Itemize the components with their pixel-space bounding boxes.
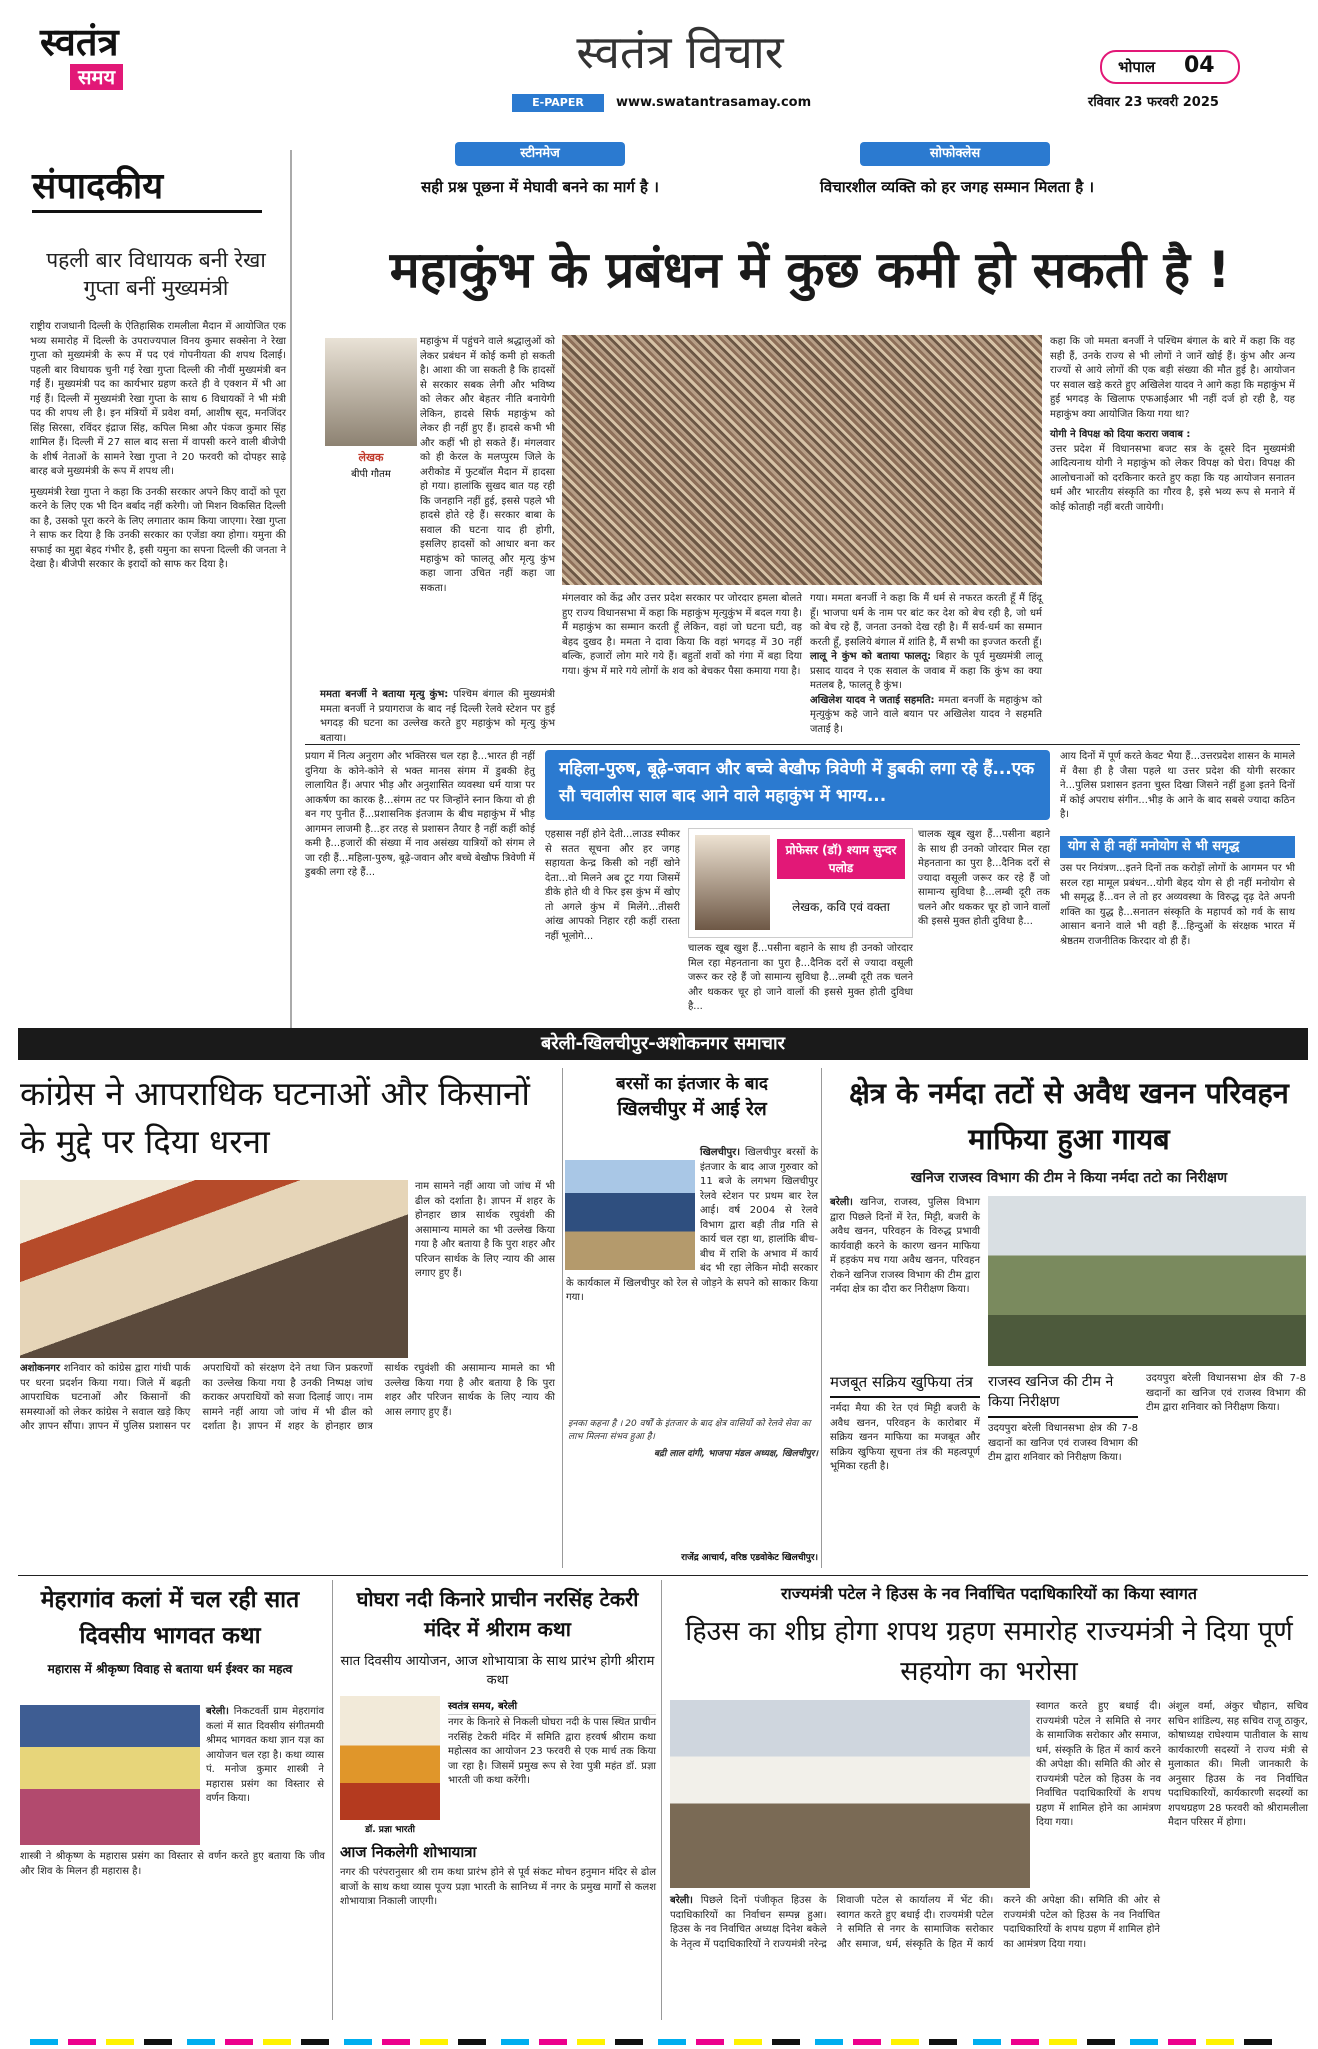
- mid-center-text: एहसास नहीं होने देती...लाउड स्पीकर से सतत सूचना और हर जगह सहायता केन्द्र किसी को नहीं खोने देता...वो मिलने अब टूट गया जिसमें डीके होते थी वे फिर इस कुंभ में खोए तो अगले कुंभ में मिलेंगे...तीसरी आंख आपको निहार रही कहीं रास्ता नहीं भूलोगे...: [545, 829, 680, 942]
- website-link[interactable]: www.swatantrasamay.com: [616, 95, 812, 110]
- prof-role: लेखक, कवि एवं वक्ता: [792, 900, 890, 914]
- mid-right-col: चालक खूब खुश हैं...पसीना बहाने के साथ ही उनको जोरदार मिल रहा मेहनताना का पुरा है...दैनिक दरों से ज्यादा वसूली जरूर कर रहे हैं जो सामान्य सुविधा है...लम्बी दूरी तक चलने और थककर चूर हो जाने वालों की इससे मुक्त होती दुविधा है...: [918, 829, 1050, 927]
- minister-body-2: स्वागत करते हुए बधाई दी। राज्यमंत्री पटेल ने समिति से नगर के सामाजिक सरोकार और समाज, धर्म, संस्कृति के हित में कार्य करने की अपेक्षा की। समिति की ओर से राज्यमंत्री पटेल को हिउस के नव निर्वाचित पदाधिकारियों के शपथ ग्रहण में शामिल होने का आमंत्रण दिया गया।: [836, 1895, 1160, 1950]
- narmada-box2-text: उदयपुरा बरेली विधानसभा क्षेत्र की 7-8 खदानों का खनिज एवं राजस्व विभाग की टीम द्वारा शनिवार को निरीक्षण किया।: [988, 1423, 1138, 1463]
- lead-col2: मंगलवार को केंद्र और उत्तर प्रदेश सरकार पर जोरदार हमला बोलते हुए राज्य विधानसभा में कहा कि महाकुंभ मृत्युकुंभ में बदल गया है। मैं महाकुंभ का सम्मान करती हूँ लेकिन, वहां जो घटना घटी, वह बेहद दुखद है। ममता ने दावा किया कि वहां भगदड़ में 30 नहीं बल्कि, हजारों लोग मारे गये हैं। बहुतों शवों को गंगा में बहा दिया गया। कुंभ में मारे गये लोगों के शव को बेचकर पैसा कमाया गया है।: [562, 593, 802, 677]
- ghoghra-text: नगर के किनारे से निकली घोघरा नदी के पास स्थित प्राचीन नरसिंह टेकरी मंदिर में समिति द्वारा हरवर्ष श्रीराम कथा महोत्सव का आयोजन 23 फरवरी से एक मार्च तक किया जा रहा है। जिसमें प्रमुख रूप से रेवा पुत्री महंत डॉ. प्रज्ञा भारती जी कथा करेंगी।: [448, 1717, 656, 1786]
- editorial-paragraph: मुख्यमंत्री रेखा गुप्ता ने कहा कि उनकी सरकार अपने किए वादों को पूरा करने के लिए एक भी दिन बर्बाद नहीं करेगी। जो मिशन विकसित दिल्ली का है, उसको पूरा करने के लिए लगातार काम किया जाएगा। रेखा गुप्ता ने साफ कर दिया है कि उनकी सरकार का एजेंडा क्या होगा। यमुना की सफाई का मुद्दा बेहद गंभीर है, इसी यमुना का सपना दिल्ली की जनता ने देखा है। बीजेपी सरकार के इरादों को साफ कर दिया है।: [30, 486, 286, 570]
- ghoghra-photo: [340, 1696, 440, 1820]
- page-title: स्वतंत्र विचार: [576, 25, 784, 79]
- lead-col4-subtext: उत्तर प्रदेश में विधानसभा बजट सत्र के दूसरे दिन मुख्यमंत्री आदित्यनाथ योगी ने महाकुंभ को लेकर विपक्ष को घेरा। विपक्ष की आलोचनाओं को दरकिनार करते हुए कहा कि यह आयोजन सनातन धर्म और भारतीय संस्कृति का गौरव है, इसे भव्य रूप से मनाने में कोई कोताही नहीं बरती जायेगी।: [1050, 443, 1295, 513]
- page-number: 04: [1184, 53, 1215, 78]
- prof-photo: [695, 835, 770, 930]
- logo-line1: स्वतंत्र: [40, 19, 119, 64]
- lead-col1-bottom: [320, 480, 555, 695]
- regional-banner: [18, 1028, 1308, 1060]
- quote-right-label: सोफोक्लेस: [860, 142, 1050, 166]
- author-tag: लेखक: [358, 451, 384, 464]
- congress-text2: नाम सामने नहीं आया जो जांच में भी ढील को दर्शाता है। ज्ञापन में शहर के होनहार छात्र सार्थक रघुवंशी की असामान्य मामले का भी उल्लेख किया गया है और बताया है कि पुरा शहर और परिजन सार्थक के लिए न्याय की आस लगाए हुए हैं।: [415, 1181, 555, 1279]
- lead-col3-subtext1: बिहार के पूर्व मुख्यमंत्री लालू प्रसाद यादव ने एक सवाल के जवाब में कहा कि कुंभ का क्या मतलब है, फालतू है कुंभ।: [810, 651, 1043, 691]
- lead-col4: [1050, 335, 1295, 740]
- lead-headline: महाकुंभ के प्रबंधन में कुछ कमी हो सकती है !: [389, 241, 1231, 299]
- minister-text: [670, 1894, 1160, 2020]
- bhagwat-dateline: बरेली।: [206, 1706, 229, 1717]
- logo: [40, 20, 200, 100]
- mid-subhead: योग से ही नहीं मनोयोग से भी समृद्ध: [1060, 836, 1295, 858]
- logo-line2: समय: [70, 64, 123, 90]
- print-registration-strip: [30, 2030, 1300, 2040]
- minister-text2: स्वागत करते हुए बधाई दी। राज्यमंत्री पटेल ने समिति से नगर के सामाजिक सरोकार और समाज, धर्म, संस्कृति के हित में कार्य करने की अपेक्षा की। समिति की ओर से राज्यमंत्री पटेल को हिउस के नव निर्वाचित पदाधिकारियों के शपथ ग्रहण में शामिल होने का आमंत्रण दिया गया।: [1036, 1701, 1161, 1828]
- epaper-label: E-PAPER: [512, 94, 604, 112]
- ghoghra-text2: नगर की परंपरानुसार श्री राम कथा प्रारंभ होने से पूर्व संकट मोचन हनुमान मंदिर से ढोल बाजों के साथ कथा व्यास पूज्य प्रज्ञा भारती के सानिध्य में नगर के प्रमुख मार्गों से कलश शोभायात्रा निकाली जाएगी।: [340, 1867, 656, 1907]
- narmada-text2: उदयपुरा बरेली विधानसभा क्षेत्र की 7-8 खदानों का खनिज एवं राजस्व विभाग की टीम द्वारा शनिवार को निरीक्षण किया।: [1146, 1373, 1306, 1413]
- editorial-headline: पहली बार विधायक बनी रेखा गुप्ता बनीं मुख्यमंत्री: [46, 248, 266, 300]
- narmada-box1-text: नर्मदा मैया की रेत एवं मिट्टी बजरी के अवैध खनन, परिवहन के कारोबार में सक्रिय खनन माफिया का मजबूत और सक्रिय खुफिया सूचना तंत्र की महत्वपूर्ण भूमिका रहती है।: [830, 1403, 980, 1472]
- editorial-body: [30, 320, 286, 1040]
- kumbh-crowd-photo: [562, 335, 1042, 585]
- ghoghra-headline: घोघरा नदी किनारे प्राचीन नरसिंह टेकरी मंदिर में श्रीराम कथा: [356, 1587, 639, 1641]
- issue-date: रविवार 23 फरवरी 2025: [1088, 95, 1219, 110]
- editorial-paragraph: राष्ट्रीय राजधानी दिल्ली के ऐतिहासिक रामलीला मैदान में आयोजित एक भव्य समारोह में दिल्ली के उपराज्यपाल विनय कुमार सक्सेना ने रेखा गुप्ता को मुख्यमंत्री के रूप में पद एवं गोपनीयता की शपथ दिलाई। पहली बार विधायक चुनी गई रेखा गुप्ता दिल्ली की नौवीं मुख्यमंत्री बन गईं हैं। मुख्यमंत्री पद का कार्यभार ग्रहण करते ही वे एक्शन में भी आ गई हैं। दिल्ली में मुख्यमंत्री रेखा गुप्ता के साथ 6 विधायकों ने भी मंत्री पद की शपथ ली है। इन मंत्रियों में प्रवेश वर्मा, आशीष सूद, मनजिंदर सिंह सिरसा, रविंदर इंद्राज सिंह, कपिल मिश्रा और पंकज कुमार सिंह शामिल हैं। दिल्ली में 27 साल बाद सत्ता में वापसी करने वाली बीजेपी के शीर्ष नेताओं के सामने रेखा गुप्ता ने 20 फरवरी को दोपहर साढ़े बारह बजे मुख्यमंत्री के रूप में शपथ ली।: [30, 321, 286, 477]
- quote-left: [305, 142, 775, 212]
- masthead: [0, 0, 1318, 118]
- lead-col4-text: कहा कि जो ममता बनर्जी ने पश्चिम बंगाल के बारे में कहा कि वह सही हैं, उनके राज्य से भी लोगों ने जानें खोई हैं। कुंभ और अन्य राज्यों से आये लोगों की एक बड़ी संख्या की मौत हुई है। आयोजन पर सवाल खड़े करते हुए अखिलेश यादव ने आगे कहा कि महाकुंभ में हुई भगदड़ के खिलाफ एफआईआर भी नहीं दर्ज हो रही है, यह महाकुंभ क्या आयोजित किया गया था?: [1050, 336, 1295, 420]
- prof-box: [688, 828, 913, 938]
- narmada-text: [830, 1196, 980, 1366]
- lead-col4-subhead: योगी ने विपक्ष को दिया करारा जवाब :: [1050, 429, 1191, 440]
- congress-photo: [20, 1180, 408, 1358]
- quote-right: [800, 142, 1290, 212]
- narmada-box1: [830, 1372, 980, 1570]
- regional-banner-title: बरेली-खिलचीपुर-अशोकनगर समाचार: [541, 1033, 785, 1054]
- congress-body: शनिवार को कांग्रेस द्वारा गांधी पार्क पर धरना प्रदर्शन किया गया। जिले में बढ़ती आपराधिक घटनाओं और किसानों की समस्याओं को लेकर कांग्रेस ने सवाल खड़े किए और ज्ञापन सौंपा। ज्ञापन में पुलिस प्रशासन पर अपराधियों को संरक्षण देने तथा जिन प्रकरणों का उल्लेख किया गया है उनकी निष्पक्ष जांच कराकर अपराधियों को सजा दिलाई जाए।: [20, 1363, 373, 1432]
- editorial-title: संपादकीय: [32, 162, 262, 213]
- bhagwat-text: [206, 1705, 324, 1845]
- prof-label: प्रोफेसर (डॉ) श्याम सुन्दर पलोड: [777, 839, 905, 879]
- city-label: [1100, 50, 1240, 84]
- author-name: बीपी गौतम: [351, 469, 391, 480]
- bhagwat-body: निकटवर्ती ग्राम मेहरागांव कलां में सात दिवसीय संगीतमयी श्रीमद भागवत कथा ज्ञान यज्ञ का आयोजन चल रहा है। कथा व्यास पं. मनोज कुमार शास्त्री ने महारास प्रसंग का विस्तार से वर्णन किया।: [206, 1706, 325, 1804]
- ghoghra-sub2: आज निकलेगी शोभायात्रा: [340, 1843, 477, 1861]
- quote-right-text: विचारशील व्यक्ति को हर जगह सम्मान मिलता है ।: [820, 178, 1095, 196]
- minister-dateline: बरेली।: [670, 1895, 693, 1906]
- rail-caption: [568, 1418, 818, 1518]
- lead-col1-top: महाकुंभ में पहुंचने वाले श्रद्धालुओं को लेकर प्रबंधन में कोई कमी हो सकती है। आशा की जा सकती है कि हादसों से सरकार सबक लेगी और भविष्य को लेकर और बेहतर नीति बनायेगी लेकिन, हादसे सिर्फ महाकुंभ को लेकर ही नहीं हुए हैं। हादसे कभी भी और कहीं भी हो सकते हैं। मंगलवार को ही केरल के मलप्पुरम जिले के अरीकोड में फुटबॉल मैदान में हादसा हो गया। हालांकि सुखद बात यह रही कि जनहानि नहीं हुई, इससे पहले भी हादसे होते रहे हैं। सरकार बाबा के सवाल की घटना याद ही होगी, इसलिए हादसों को आधार बना कर महाकुंभ को फालतू और मृत्यु कुंभ कहा जाना उचित नहीं कहा जा सकता।: [420, 336, 555, 594]
- lead-col3-subtext2: ममता बनर्जी के महाकुंभ को मृत्युकुंभ कहे जाने वाले बयान पर अखिलेश यादव ने सहमति जताई है।: [810, 694, 1043, 735]
- rail-dateline: खिलचीपुर।: [700, 1147, 741, 1158]
- minister-headline: हिउस का शीघ्र होगा शपथ ग्रहण समारोह राज्यमंत्री ने दिया पूर्ण सहयोग का भरोसा: [685, 1616, 1293, 1687]
- lead-col3-text: गया। ममता बनर्जी ने कहा कि मैं धर्म से नफरत करती हूँ मैं हिंदू हूँ। भाजपा धर्म के नाम पर बांट कर देश को बेच रही है, जो धर्म को बेच रहे हैं, जनता उनको देख रही है। मैं सर्व-धर्म का सम्मान करती हूँ, इसलिये बंगाल में शांति है, मैं सभी का इज्जत करती हूँ।: [810, 593, 1042, 648]
- rail-headline2: खिलचीपुर में आई रेल: [617, 1098, 767, 1120]
- bhagwat-headline: मेहरागांव कलां में चल रही सात दिवसीय भागवत कथा: [40, 1587, 300, 1649]
- ghoghra-sub: सात दिवसीय आयोजन, आज शोभायात्रा के साथ प्रारंभ होगी श्रीराम कथा: [340, 1654, 655, 1688]
- minister-kicker: राज्यमंत्री पटेल ने हिउस के नव निर्वाचित पदाधिकारियों का किया स्वागत: [781, 1584, 1197, 1603]
- mid-far-right-text: आय दिनों में पूर्ण करते केवट भैया हैं...उत्तरप्रदेश शासन के मामले में वैसा ही है जैसा पहले था उत्तर प्रदेश की योगी सरकार ने...पुलिस प्रशासन इतना चुस्त दिखा जिसने नहीं हुआ इतने दिनों में कोई अपराध संगीन...भीड़ के आने के बाद सबसे ज्यादा कठिन है।: [1060, 751, 1295, 820]
- mid-right-text: चालक खूब खुश हैं...पसीना बहाने के साथ ही उनको जोरदार मिल रहा मेहनताना का पुरा है...दैनिक दरों से ज्यादा वसूली जरूर कर रहे हैं जो सामान्य सुविधा है...लम्बी दूरी तक चलने और थककर चूर हो जाने वालों की इससे मुक्त होती दुविधा है...: [688, 943, 913, 1012]
- lead-col3-subhead2: अखिलेश यादव ने जताई सहमति:: [810, 694, 935, 706]
- bhagwat-caption: शास्त्री ने श्रीकृष्ण के महारास प्रसंग का विस्तार से वर्णन करते हुए बताया कि जीव और शिव के मिलन ही महारास है।: [20, 1851, 325, 1877]
- lead-col1-subtext: पश्चिम बंगाल की मुख्यमंत्री ममता बनर्जी ने प्रयागराज के बाद नई दिल्ली रेलवे स्टेशन पर हुई भगदड़ की घटना का उल्लेख करते हुए महाकुंभ को मृत्यु कुंभ बताया।: [320, 689, 555, 744]
- narmada-body: खनिज, राजस्व, पुलिस विभाग द्वारा पिछले दिनों में रेत, मिट्टी, बजरी के अवैध खनन, परिवहन के विरुद्ध प्रभावी कार्यवाही करने के कारण खनन माफिया में हड़कंप मच गया अवैध खनन, परिवहन रोकने खनिज राजस्व विभाग की टीम द्वारा नर्मदा क्षेत्र का दौरा कर निरीक्षण किया।: [830, 1197, 980, 1295]
- mid-left-text: प्रयाग में नित्य अनुराग और भक्तिरस चल रहा है...भारत ही नहीं दुनिया के कोने-कोने से भक्त मानस संगम में डुबकी हेतु लालायित हैं। अपार भीड़ और अनुशासित व्यवस्था धर्म यात्रा पर आकर्षण का कारक है...संगम तट पर जिन्होंने स्नान किया वो ही बन गए पुनीत हैं...प्रशासनिक इंतजाम के बीच महाकुंभ में भीड़ आगमन लाजमी है...हर तरह से प्रशासन तैयार है नहीं कहीं कोई कमी है...हजारों की संख्या में नाव असंख्य यात्रियों को संगम ले जा रही हैं...महिला-पुरुष, बूढ़े-जवान और बच्चे बेखौफ त्रिवेणी में डुबकी लगा रहे हैं...: [305, 751, 535, 878]
- rail-byline2: राजेंद्र आचार्य, वरिष्ठ एडवोकेट खिलचीपुर।: [681, 1553, 818, 1563]
- ghoghra-byline: स्वतंत्र समय, बरेली: [448, 1698, 656, 1715]
- rail-caption-text: इनका कहना है । 20 वर्षों के इंतजार के बाद क्षेत्र वासियों को रेलवे सेवा का लाभ मिलना संभव हुआ है।: [568, 1419, 811, 1442]
- lead-col1-subhead: ममता बनर्जी ने बताया मृत्यु कुंभ:: [320, 689, 449, 700]
- congress-body-2: नाम सामने नहीं आया जो जांच में भी ढील को दर्शाता है। ज्ञापन में शहर के होनहार छात्र सार्थक रघुवंशी की असामान्य मामले का भी उल्लेख किया गया है और बताया है कि पुरा शहर और परिजन सार्थक के लिए न्याय की आस लगाए हुए हैं।: [202, 1363, 555, 1432]
- minister-body: पिछले दिनों पंजीकृत हिउस के पदाधिकारियों का निर्वाचन सम्पन्न हुआ। हिउस के नव निर्वाचित अध्यक्ष दिनेश बकेले के नेतृत्व में पदाधिकारियों ने राज्यमंत्री नरेन्द्र शिवाजी पटेल से कार्यालय में भेंट की।: [670, 1895, 994, 1950]
- narmada-box1-head: मजबूत सक्रिय खुफिया तंत्र: [830, 1372, 980, 1398]
- mid-headline: महिला-पुरुष, बूढ़े-जवान और बच्चे बेखौफ त्रिवेणी में डुबकी लगा रहे हैं...एक सौ चवालीस साल बाद आने वाले महाकुंभ में भाग्य...: [559, 759, 1035, 806]
- congress-dateline: अशोकनगर: [20, 1363, 60, 1374]
- bhagwat-photo: [20, 1705, 200, 1845]
- narmada-dateline: बरेली।: [830, 1197, 853, 1208]
- mid-subtext: उस पर नियंत्रण...इतने दिनों तक करोड़ों लोगों के आगमन पर भी सरल रहा मामूल प्रबंधन...योगी बेहद योग से ही नहीं मनोयोग से भी समृद्ध हैं...वन ले तो हर अव्यवस्था के विरुद्ध दृढ़ देते अपनी शक्ति का युद्ध है...सनातन संस्कृति के महापर्व को गर्व के साथ आसान बनाने वाले भी वही हैं...हिन्दुओं के संरक्षक भारत में श्रेष्ठतम राजनीतिक किरदार वो ही हैं।: [1060, 863, 1295, 947]
- ghoghra-photo-caption: डॉ. प्रज्ञा भारती: [365, 1825, 415, 1835]
- lead-col1-sub: [320, 688, 555, 744]
- author-photo: [325, 338, 417, 446]
- quote-left-label: स्टीनमेज: [455, 142, 625, 166]
- rail-body: खिलचीपुर बरसों के इंतजार के बाद आज गुरुवार को 11 बजे के लगभग खिलचीपुर रेलवे स्टेशन पर प्रथम बार रेल आई। वर्ष 2004 से रेलवे विभाग द्वारा बड़ी तीव्र गति से कार्य चल रहा था, हालांकि बीच-बीच में राशि के अभाव में कार्य बंद भी रहा लेकिन मोदी सरकार के कार्यकाल में खिलचीपुर को रेल से जोड़ने के सपने को साकार किया गया।: [566, 1147, 818, 1303]
- divider: [305, 744, 1300, 745]
- rail-text: [566, 1146, 818, 1414]
- minister-text3: अंशुल वर्मा, अंकुर चौहान, सचिव सचिन शांडिल्य, सह सचिव राजू ठाकुर, कोषाध्यक्ष राघेश्याम पातीवाल के साथ कार्यकारणी सदस्यों ने राज्य मंत्री से मुलाकात की। मिली जानकारी के अनुसार हिउस के नव निर्वाचित पदाधिकारियों, कार्यकारणी सदस्यों का शपथग्रहण 28 फरवरी को श्रीरामलीला मैदान परिसर में होगा।: [1168, 1701, 1308, 1828]
- bhagwat-sub: महारास में श्रीकृष्ण विवाह से बताया धर्म ईश्वर का महत्व: [47, 1662, 293, 1676]
- minister-photo: [670, 1700, 1030, 1888]
- rail-byline: बद्री लाल दांगी, भाजपा मंडल अध्यक्ष, खिलचीपुर।: [654, 1449, 818, 1459]
- lead-col3: [810, 592, 1042, 742]
- city-name: भोपाल: [1118, 58, 1156, 76]
- narmada-box2: [988, 1372, 1138, 1570]
- rail-headline1: बरसों का इंतजार के बाद: [616, 1074, 768, 1094]
- divider: [18, 1575, 1308, 1576]
- editorial-column: [10, 150, 292, 1045]
- narmada-photo: [988, 1196, 1306, 1366]
- narmada-box2-head: राजस्व खनिज की टीम ने किया निरीक्षण: [988, 1372, 1138, 1418]
- congress-text: [20, 1362, 555, 1572]
- congress-headline: कांग्रेस ने आपराधिक घटनाओं और किसानों के मुद्दे पर दिया धरना: [20, 1074, 530, 1161]
- quote-left-text: सही प्रश्न पूछना में मेघावी बनने का मार्ग है ।: [421, 178, 659, 196]
- mid-headline-box: [545, 750, 1050, 820]
- narmada-sub: खनिज राजस्व विभाग की टीम ने किया नर्मदा तटो का निरीक्षण: [910, 1170, 1228, 1186]
- lead-col3-subhead1: लालू ने कुंभ को बताया फालतू:: [810, 651, 932, 662]
- narmada-headline: क्षेत्र के नर्मदा तटों से अवैध खनन परिवहन माफिया हुआ गायब: [849, 1076, 1289, 1156]
